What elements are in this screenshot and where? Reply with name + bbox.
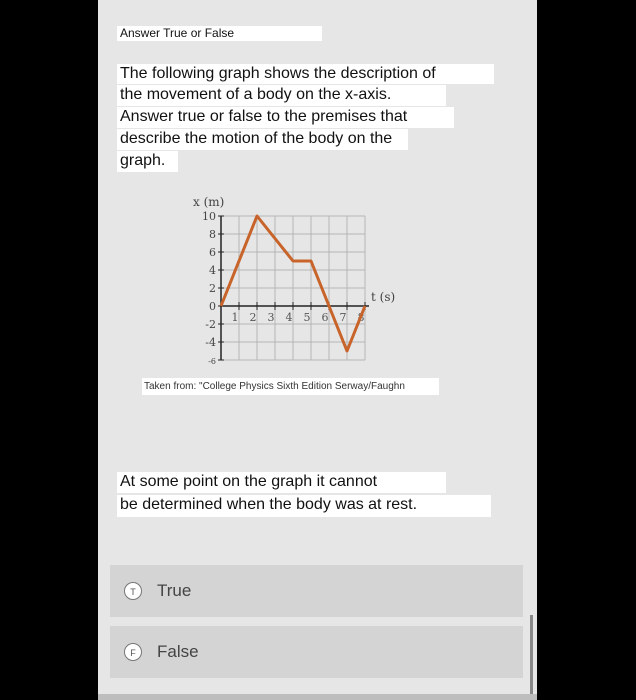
position-time-chart — [184, 190, 404, 375]
option-letter-badge: T — [124, 582, 142, 600]
option-label: False — [157, 642, 199, 661]
x-tick-label: 5 — [303, 311, 311, 324]
y-tick-label: 0 — [209, 300, 216, 313]
option-label: True — [157, 581, 192, 600]
y-tick-label: 6 — [209, 246, 216, 259]
x-tick-label: 8 — [357, 311, 365, 324]
option-letter-badge: F — [124, 643, 142, 661]
question-line-4: describe the motion of the body on the — [117, 129, 408, 150]
x-tick-label: 7 — [339, 311, 347, 324]
y-tick-label: 4 — [209, 264, 216, 277]
y-tick-label: -2 — [205, 318, 216, 331]
figure-caption: Taken from: "College Physics Sixth Edition Serway/Faughn — [142, 378, 439, 395]
x-tick-label: 2 — [249, 311, 257, 324]
y-tick-label: 10 — [202, 210, 216, 223]
question-line-2: the movement of a body on the x-axis. — [117, 85, 446, 106]
y-tick-label: 2 — [209, 282, 216, 295]
x-tick-label: 3 — [267, 311, 275, 324]
x-axis-label: t (s) — [371, 290, 396, 304]
bottom-bar — [98, 694, 537, 700]
option-false[interactable] — [110, 626, 523, 678]
y-axis-label: x (m) — [193, 195, 225, 209]
premise-line-2: be determined when the body was at rest. — [117, 495, 491, 517]
y-tick-label: 8 — [209, 228, 216, 241]
scrollbar[interactable] — [530, 615, 533, 700]
x-tick-label: 4 — [285, 311, 293, 324]
x-tick-label: 6 — [321, 311, 329, 324]
option-true[interactable] — [110, 565, 523, 617]
question-panel — [98, 0, 537, 700]
y-tick-label: -6 — [208, 357, 216, 366]
question-line-3: Answer true or false to the premises that — [117, 107, 454, 128]
page-title: Answer True or False — [117, 26, 322, 41]
question-line-5: graph. — [117, 151, 178, 172]
x-tick-label: 1 — [231, 311, 239, 324]
question-line-1: The following graph shows the description of — [117, 64, 494, 84]
premise-line-1: At some point on the graph it cannot — [117, 472, 446, 493]
y-tick-label: -4 — [205, 336, 216, 349]
